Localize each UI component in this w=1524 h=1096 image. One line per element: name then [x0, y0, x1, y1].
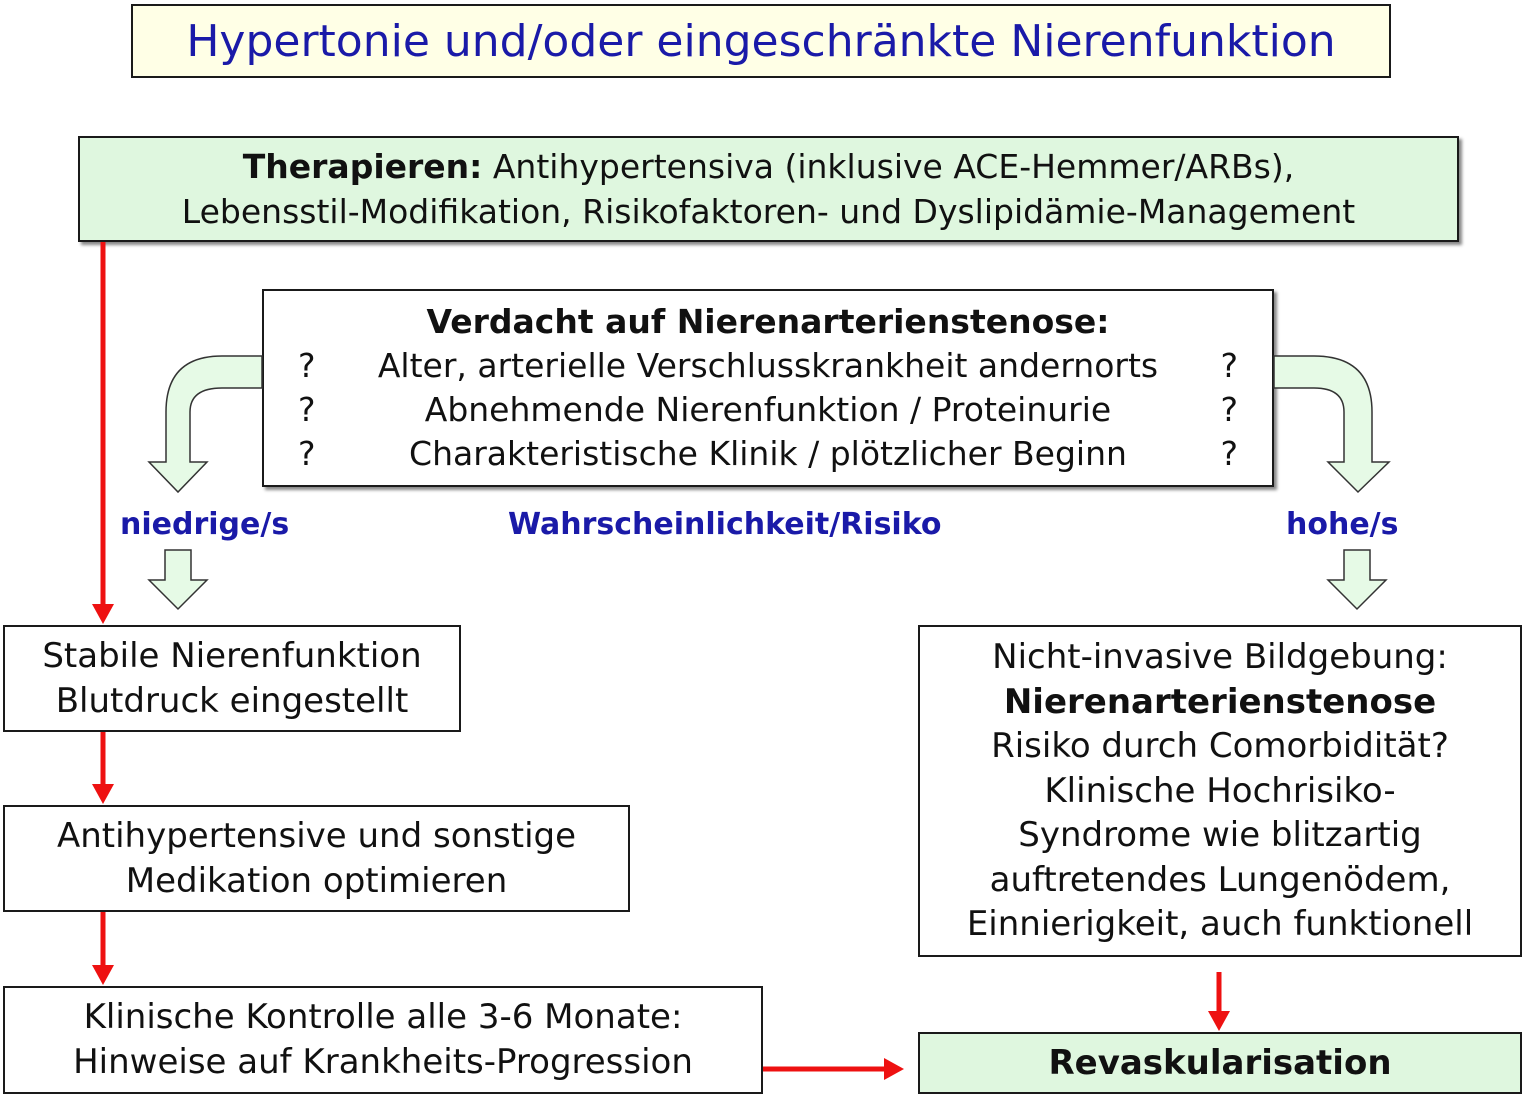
- question-mark: ?: [1220, 346, 1238, 385]
- suspicion-heading: Verdacht auf Nierenarterienstenose:: [426, 302, 1110, 341]
- therapy-label: Therapieren:: [242, 147, 483, 186]
- red-arrow-optimize-to-control: [92, 912, 114, 985]
- block-arrow-low-icon: [149, 550, 207, 609]
- imaging-box: Nicht-invasive Bildgebung: Nierenarterienstenose Risiko durch Comorbidität? Klinische Hochrisiko- Syndrome wie blitzartig auftretendes Lungenödem, Einnierigkeit, auch funktionell: [918, 625, 1522, 957]
- therapy-text-1: Antihypertensiva (inklusive ACE-Hemmer/ARBs),: [492, 147, 1295, 186]
- red-arrow-control-to-revascularization: [763, 1058, 904, 1080]
- red-arrow-stable-to-optimize: [92, 732, 114, 804]
- label-probability: Wahrscheinlichkeit/Risiko: [508, 507, 942, 542]
- question-mark: ?: [1220, 390, 1238, 429]
- label-low: niedrige/s: [120, 507, 290, 542]
- question-mark: ?: [298, 390, 316, 429]
- control-box: Klinische Kontrolle alle 3-6 Monate: Hinweise auf Krankheits-Progression: [3, 986, 763, 1094]
- suspicion-line-1: ? Alter, arterielle Verschlusskrankheit andernorts ?: [298, 344, 1238, 388]
- revascularization-box: Revaskularisation: [918, 1032, 1522, 1094]
- title-text: Hypertonie und/oder eingeschränkte Nierenfunktion: [186, 15, 1336, 67]
- curved-arrow-right-icon: [1274, 356, 1389, 492]
- question-mark: ?: [298, 346, 316, 385]
- block-arrow-high-icon: [1328, 550, 1386, 609]
- curved-arrow-left-icon: [149, 356, 262, 492]
- stable-box: Stabile Nierenfunktion Blutdruck eingestellt: [3, 625, 461, 732]
- label-high: hohe/s: [1286, 507, 1399, 542]
- optimize-box: Antihypertensive und sonstige Medikation optimieren: [3, 805, 630, 912]
- red-arrow-imaging-to-revascularization: [1208, 972, 1230, 1031]
- red-arrow-therapy-to-stable: [92, 242, 114, 624]
- suspicion-line-3: ? Charakteristische Klinik / plötzlicher Beginn ?: [298, 432, 1238, 476]
- question-mark: ?: [298, 434, 316, 473]
- therapy-line-2: Lebensstil-Modifikation, Risikofaktoren- und Dyslipidämie-Management: [181, 192, 1356, 231]
- question-mark: ?: [1220, 434, 1238, 473]
- suspicion-line-2: ? Abnehmende Nierenfunktion / Proteinurie ?: [298, 388, 1238, 432]
